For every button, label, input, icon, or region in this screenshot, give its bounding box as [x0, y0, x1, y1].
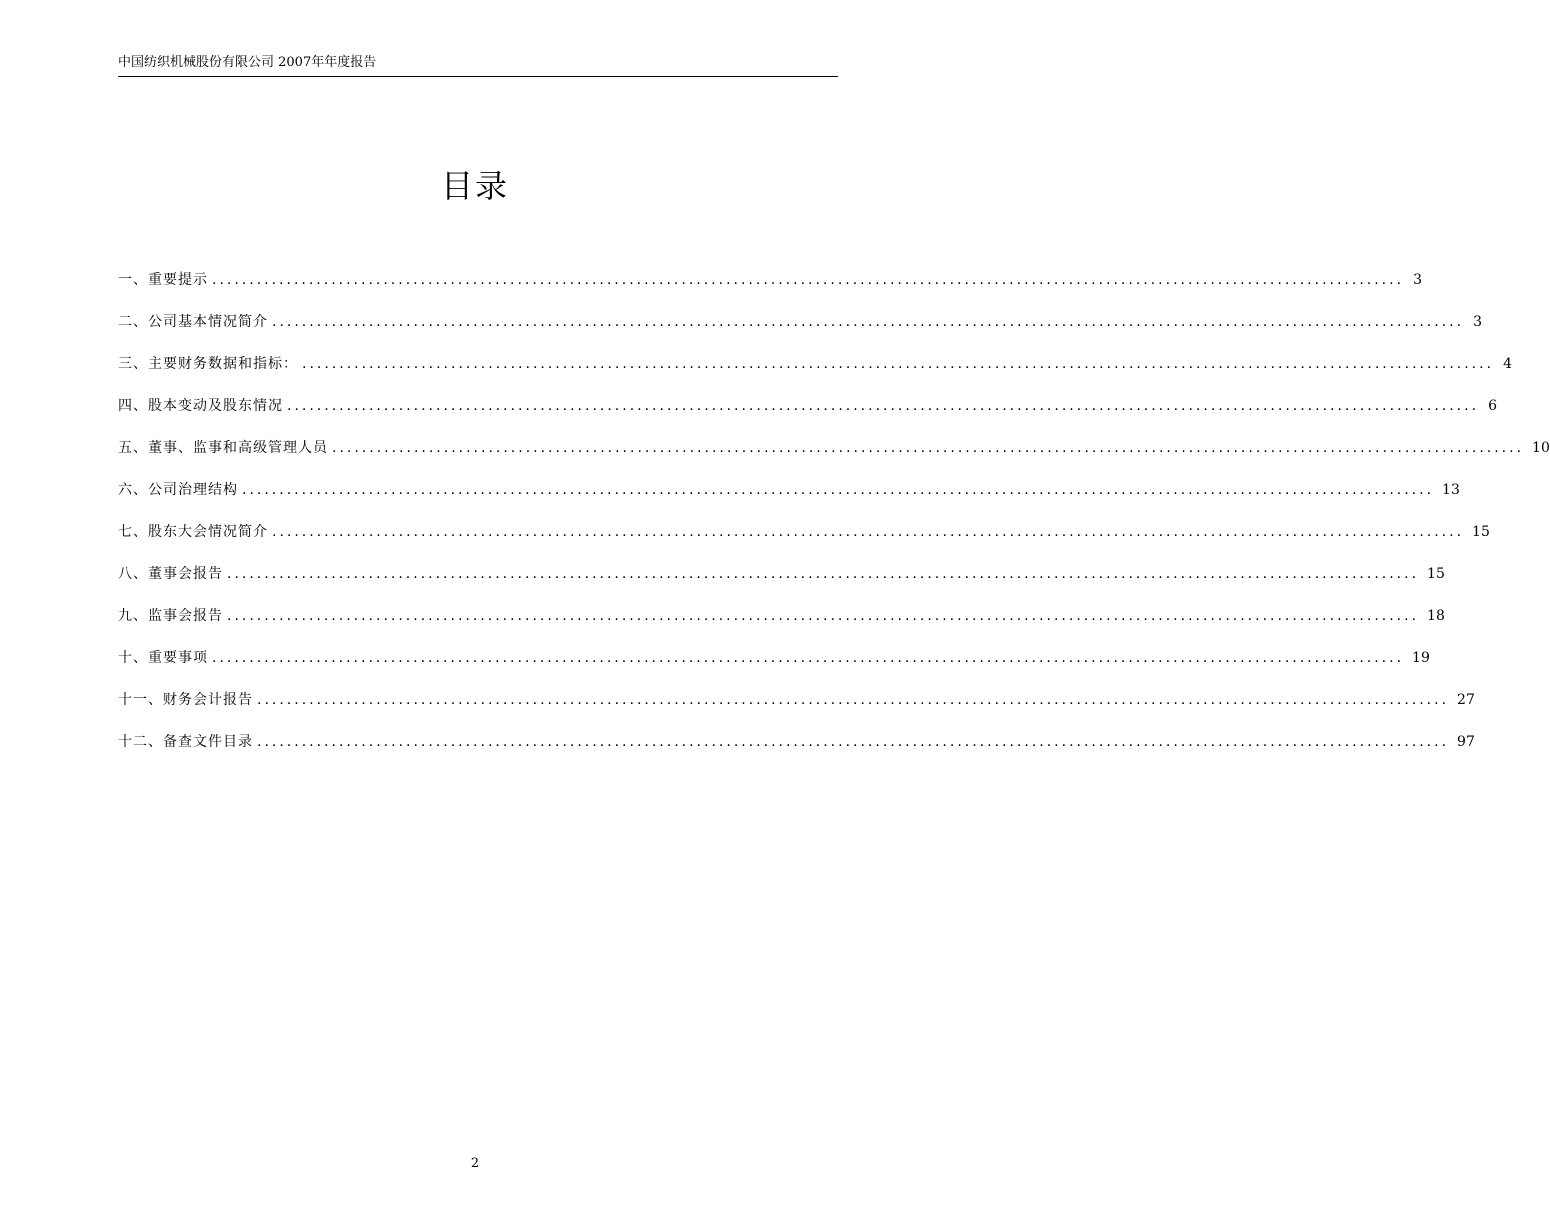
toc-entry-label: 七、股东大会情况简介 — [118, 524, 268, 540]
toc-entry[interactable] — [118, 606, 1445, 648]
toc-dot-leader: ................................................................................................................................................................ — [257, 692, 1450, 708]
toc-dot-leader: ................................................................................................................................................................ — [212, 272, 1405, 288]
toc-entry-label: 十一、财务会计报告 — [118, 692, 253, 708]
toc-entry[interactable] — [118, 354, 1513, 396]
toc-dot-leader: ................................................................................................................................................................ — [257, 734, 1450, 750]
toc-dot-leader: ................................................................................................................................................................ — [272, 524, 1465, 540]
toc-entry-label: 一、重要提示 — [118, 272, 208, 288]
toc-entry-label: 十、重要事项 — [118, 650, 208, 666]
table-of-contents — [118, 270, 1550, 774]
page-title: 目录 — [440, 167, 509, 205]
toc-entry-label: 二、公司基本情况简介 — [118, 314, 268, 330]
toc-entry-page: 13 — [1442, 482, 1460, 498]
toc-entry[interactable] — [118, 396, 1498, 438]
toc-dot-leader: ................................................................................................................................................................ — [212, 650, 1405, 666]
toc-entry-page: 4 — [1503, 356, 1513, 372]
page-number: 2 — [470, 1156, 480, 1171]
toc-entry[interactable] — [118, 732, 1475, 774]
toc-entry[interactable] — [118, 564, 1445, 606]
toc-entry[interactable] — [118, 522, 1490, 564]
toc-entry-label: 三、主要财务数据和指标： — [118, 356, 298, 372]
toc-entry-page: 6 — [1488, 398, 1498, 414]
toc-entry-page: 97 — [1457, 734, 1475, 750]
toc-entry-label: 四、股本变动及股东情况 — [118, 398, 283, 414]
toc-entry-page: 18 — [1427, 608, 1445, 624]
toc-entry[interactable] — [118, 438, 1550, 480]
toc-entry-page: 15 — [1427, 566, 1445, 582]
toc-entry-label: 十二、备查文件目录 — [118, 734, 253, 750]
toc-entry-label: 九、监事会报告 — [118, 608, 223, 624]
header-text: 中国纺织机械股份有限公司 2007年年度报告 — [118, 55, 377, 70]
toc-entry[interactable] — [118, 270, 1423, 312]
toc-entry-label: 六、公司治理结构 — [118, 482, 238, 498]
toc-dot-leader: ................................................................................................................................................................ — [332, 440, 1525, 456]
toc-entry[interactable] — [118, 690, 1475, 732]
toc-entry-page: 15 — [1472, 524, 1490, 540]
toc-dot-leader: ................................................................................................................................................................ — [242, 482, 1435, 498]
page-header — [118, 55, 838, 77]
toc-dot-leader: ................................................................................................................................................................ — [287, 398, 1480, 414]
toc-entry[interactable] — [118, 312, 1483, 354]
toc-entry-page: 3 — [1413, 272, 1423, 288]
toc-entry-page: 27 — [1457, 692, 1475, 708]
toc-dot-leader: ................................................................................................................................................................ — [302, 356, 1495, 372]
toc-entry-page: 3 — [1473, 314, 1483, 330]
toc-entry[interactable] — [118, 648, 1430, 690]
toc-entry-page: 10 — [1532, 440, 1550, 456]
toc-dot-leader: ................................................................................................................................................................ — [227, 566, 1420, 582]
toc-dot-leader: ................................................................................................................................................................ — [227, 608, 1420, 624]
toc-entry-label: 八、董事会报告 — [118, 566, 223, 582]
toc-entry-label: 五、董事、监事和高级管理人员 — [118, 440, 328, 456]
toc-entry-page: 19 — [1412, 650, 1430, 666]
toc-dot-leader: ................................................................................................................................................................ — [272, 314, 1465, 330]
toc-entry[interactable] — [118, 480, 1460, 522]
